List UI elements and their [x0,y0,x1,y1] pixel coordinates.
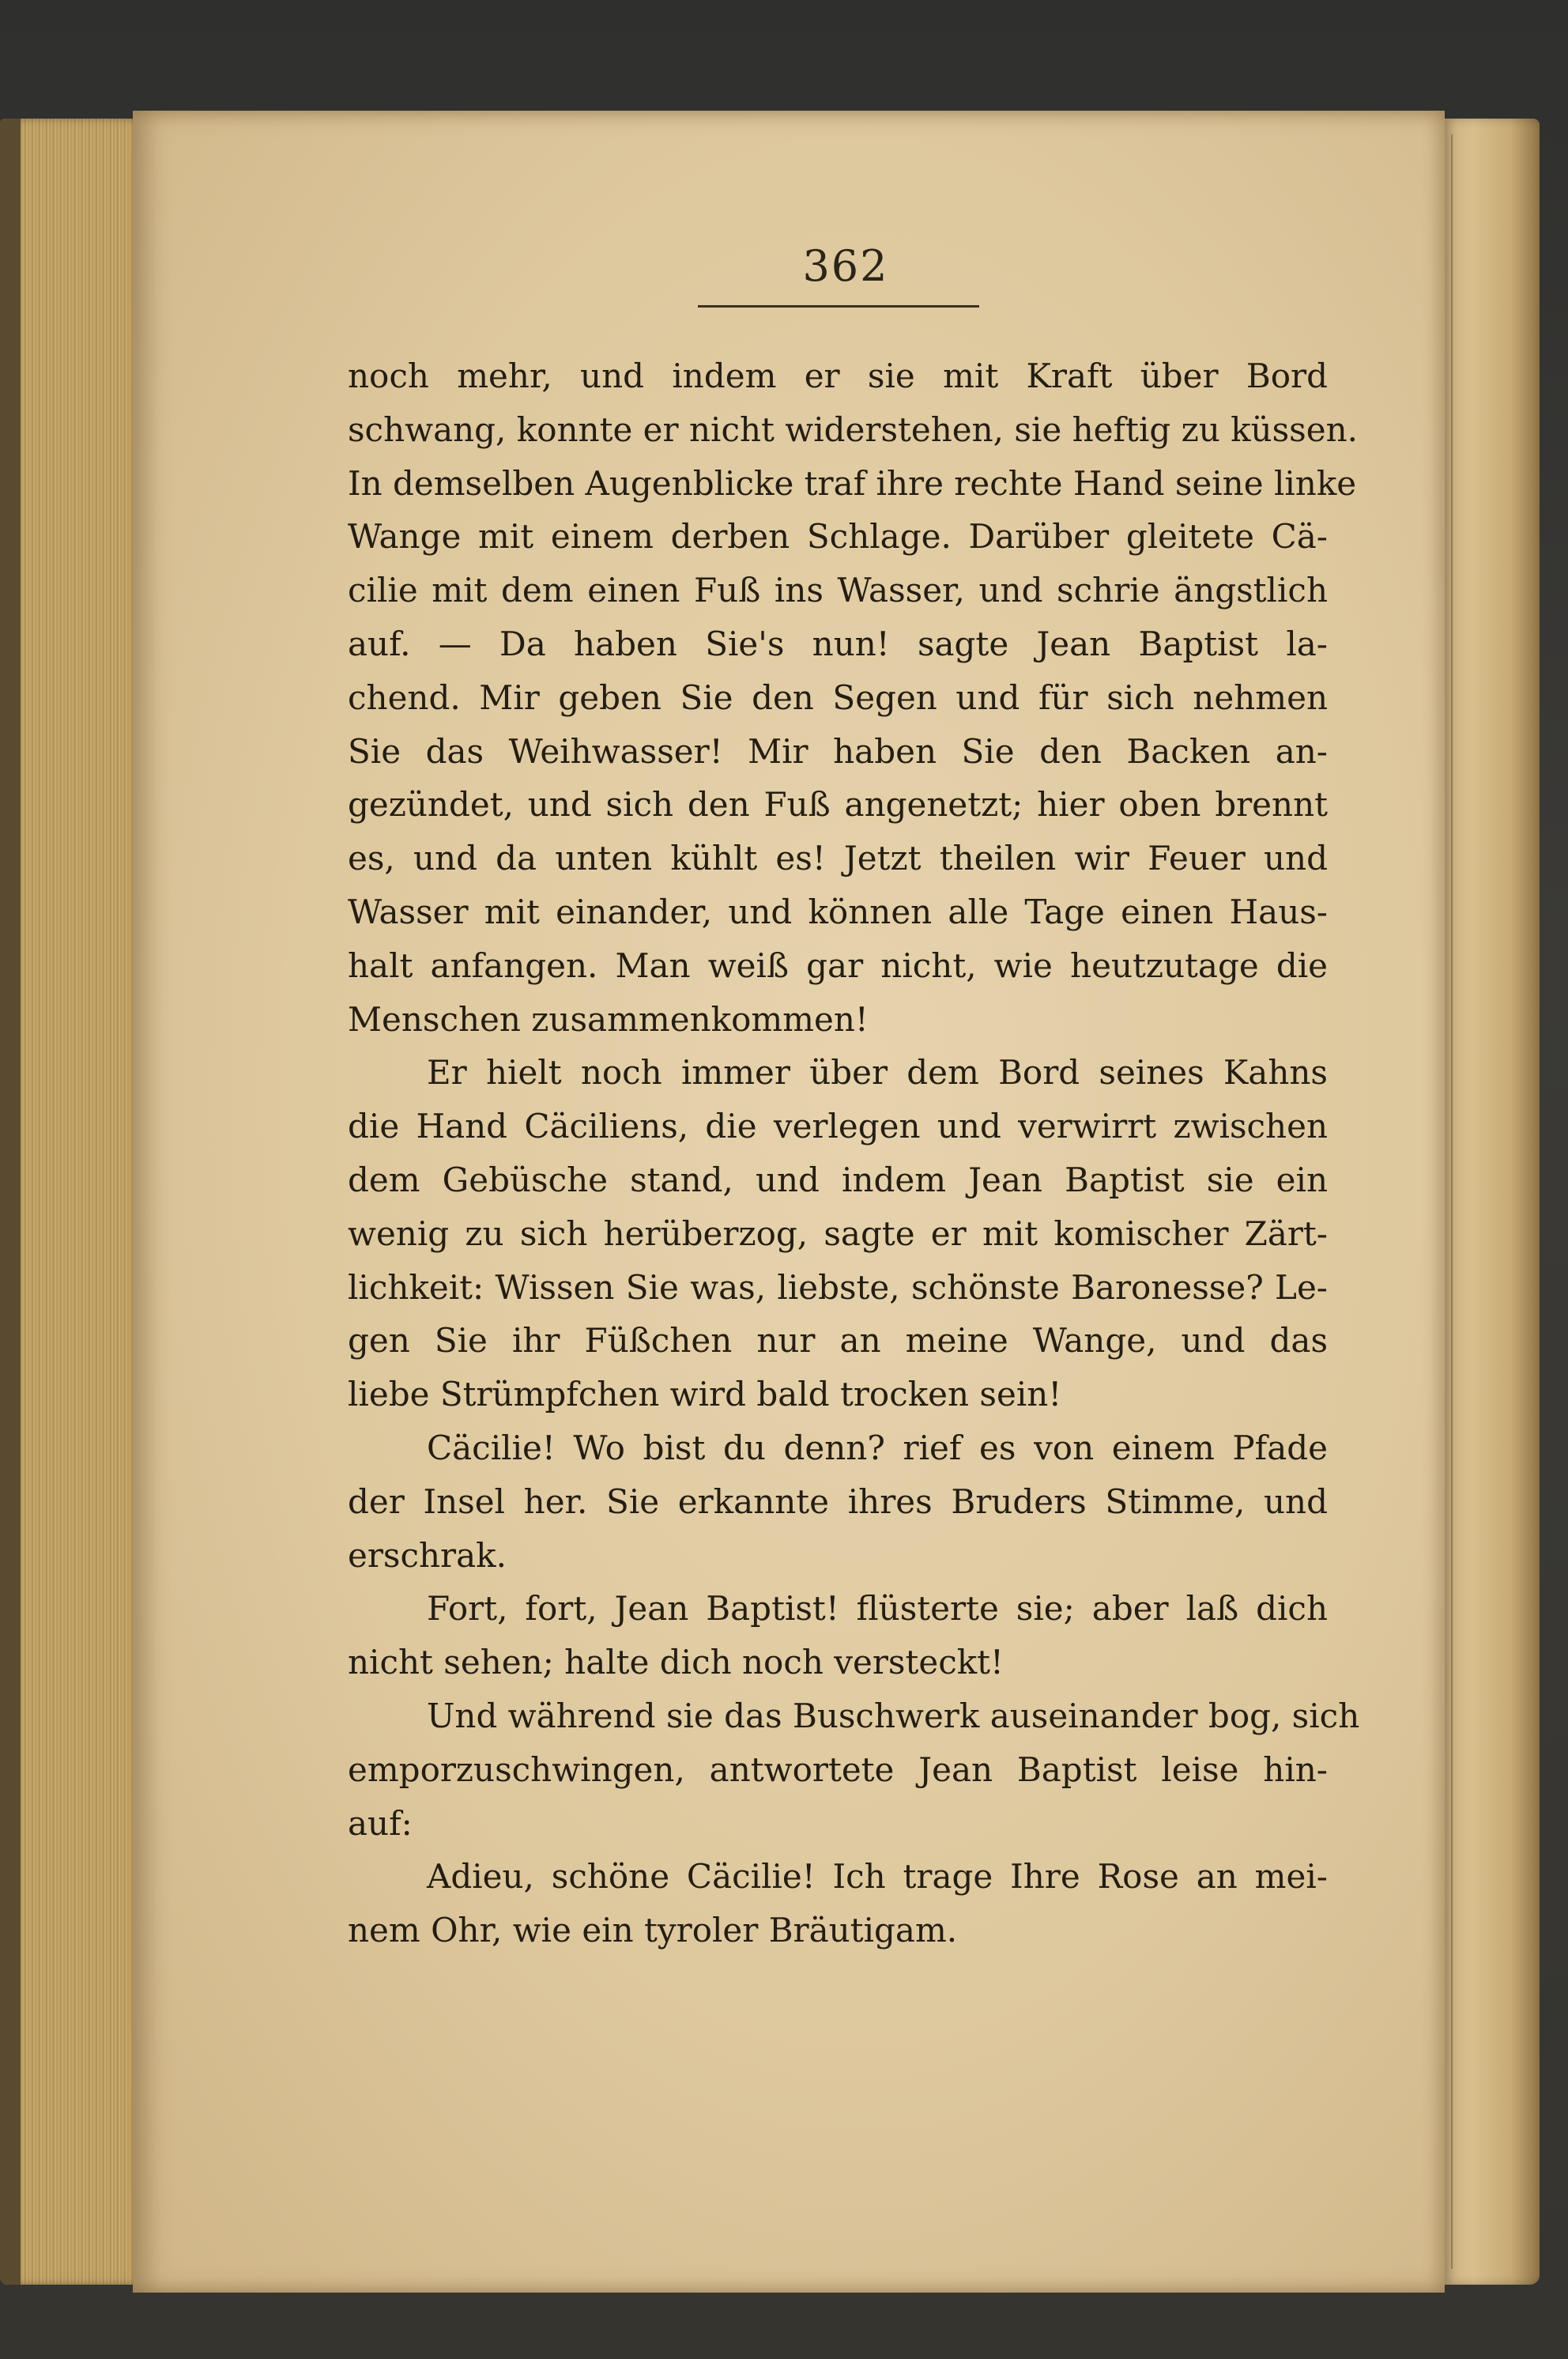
text-line: gezündet, und sich den Fuß angenetzt; hier oben brennt [348,785,1328,825]
page-fold-line [1451,134,1453,2269]
text-line: In demselben Augenblicke traf ihre rechte Hand seine linke [348,463,1357,503]
text-line: Adieu, schöne Cäcilie! Ich trage Ihre Rose an mei- [427,1857,1328,1897]
text-line: liebe Strümpfchen wird bald trocken sein! [348,1375,1062,1414]
text-line: cilie mit dem einen Fuß ins Wasser, und schrie ängstlich [348,571,1328,610]
text-line: halt anfangen. Man weiß gar nicht, wie heutzutage die [348,945,1328,985]
text-line: erschrak. [348,1535,507,1575]
text-line: Cäcilie! Wo bist du denn? rief es von einem Pfade [427,1428,1328,1467]
text-line: nem Ohr, wie ein tyroler Bräutigam. [348,1911,958,1950]
text-line: chend. Mir geben Sie den Segen und für sich nehmen [348,678,1328,717]
text-line: dem Gebüsche stand, und indem Jean Baptist sie ein [348,1160,1328,1199]
book-cover-edge [0,119,21,2285]
text-line: Er hielt noch immer über dem Bord seines Kahns [427,1053,1328,1093]
text-line: die Hand Cäciliens, die verlegen und verwirrt zwischen [348,1107,1328,1146]
text-line: der Insel her. Sie erkannte ihres Bruders Stimme, und [348,1481,1328,1521]
text-line: noch mehr, und indem er sie mit Kraft über Bord [348,357,1328,395]
text-line: auf: [348,1803,413,1843]
header-rule [698,305,979,308]
page-number: 362 [802,241,889,291]
text-line: auf. — Da haben Sie's nun! sagte Jean Baptist la- [348,624,1328,663]
text-line: es, und da unten kühlt es! Jetzt theilen wir Feuer und [348,839,1328,878]
text-line: Sie das Weihwasser! Mir haben Sie den Backen an- [348,731,1328,771]
book-page-edge-right [1445,119,1540,2285]
text-line: Und während sie das Buschwerk auseinander bog, sich [427,1696,1360,1735]
text-line: gen Sie ihr Füßchen nur an meine Wange, und das [348,1321,1328,1361]
text-line: wenig zu sich herüberzog, sagte er mit komischer Zärt- [348,1213,1328,1253]
text-line: Wange mit einem derben Schlage. Darüber gleitete Cä- [348,517,1328,557]
text-line: Fort, fort, Jean Baptist! flüsterte sie; aber laß dich [427,1589,1328,1629]
text-line: schwang, konnte er nicht widerstehen, sie heftig zu küssen. [348,410,1358,449]
text-line: nicht sehen; halte dich noch versteckt! [348,1643,1004,1682]
text-line: emporzuschwingen, antwortete Jean Baptist leise hin- [348,1749,1328,1789]
text-line: lichkeit: Wissen Sie was, liebste, schönste Baronesse? Le- [348,1267,1328,1307]
text-line: Wasser mit einander, und können alle Tage einen Haus- [348,892,1328,931]
body-text [348,349,1360,1957]
book-page-stack-left [0,119,142,2285]
text-line: Menschen zusammenkommen! [348,999,869,1039]
